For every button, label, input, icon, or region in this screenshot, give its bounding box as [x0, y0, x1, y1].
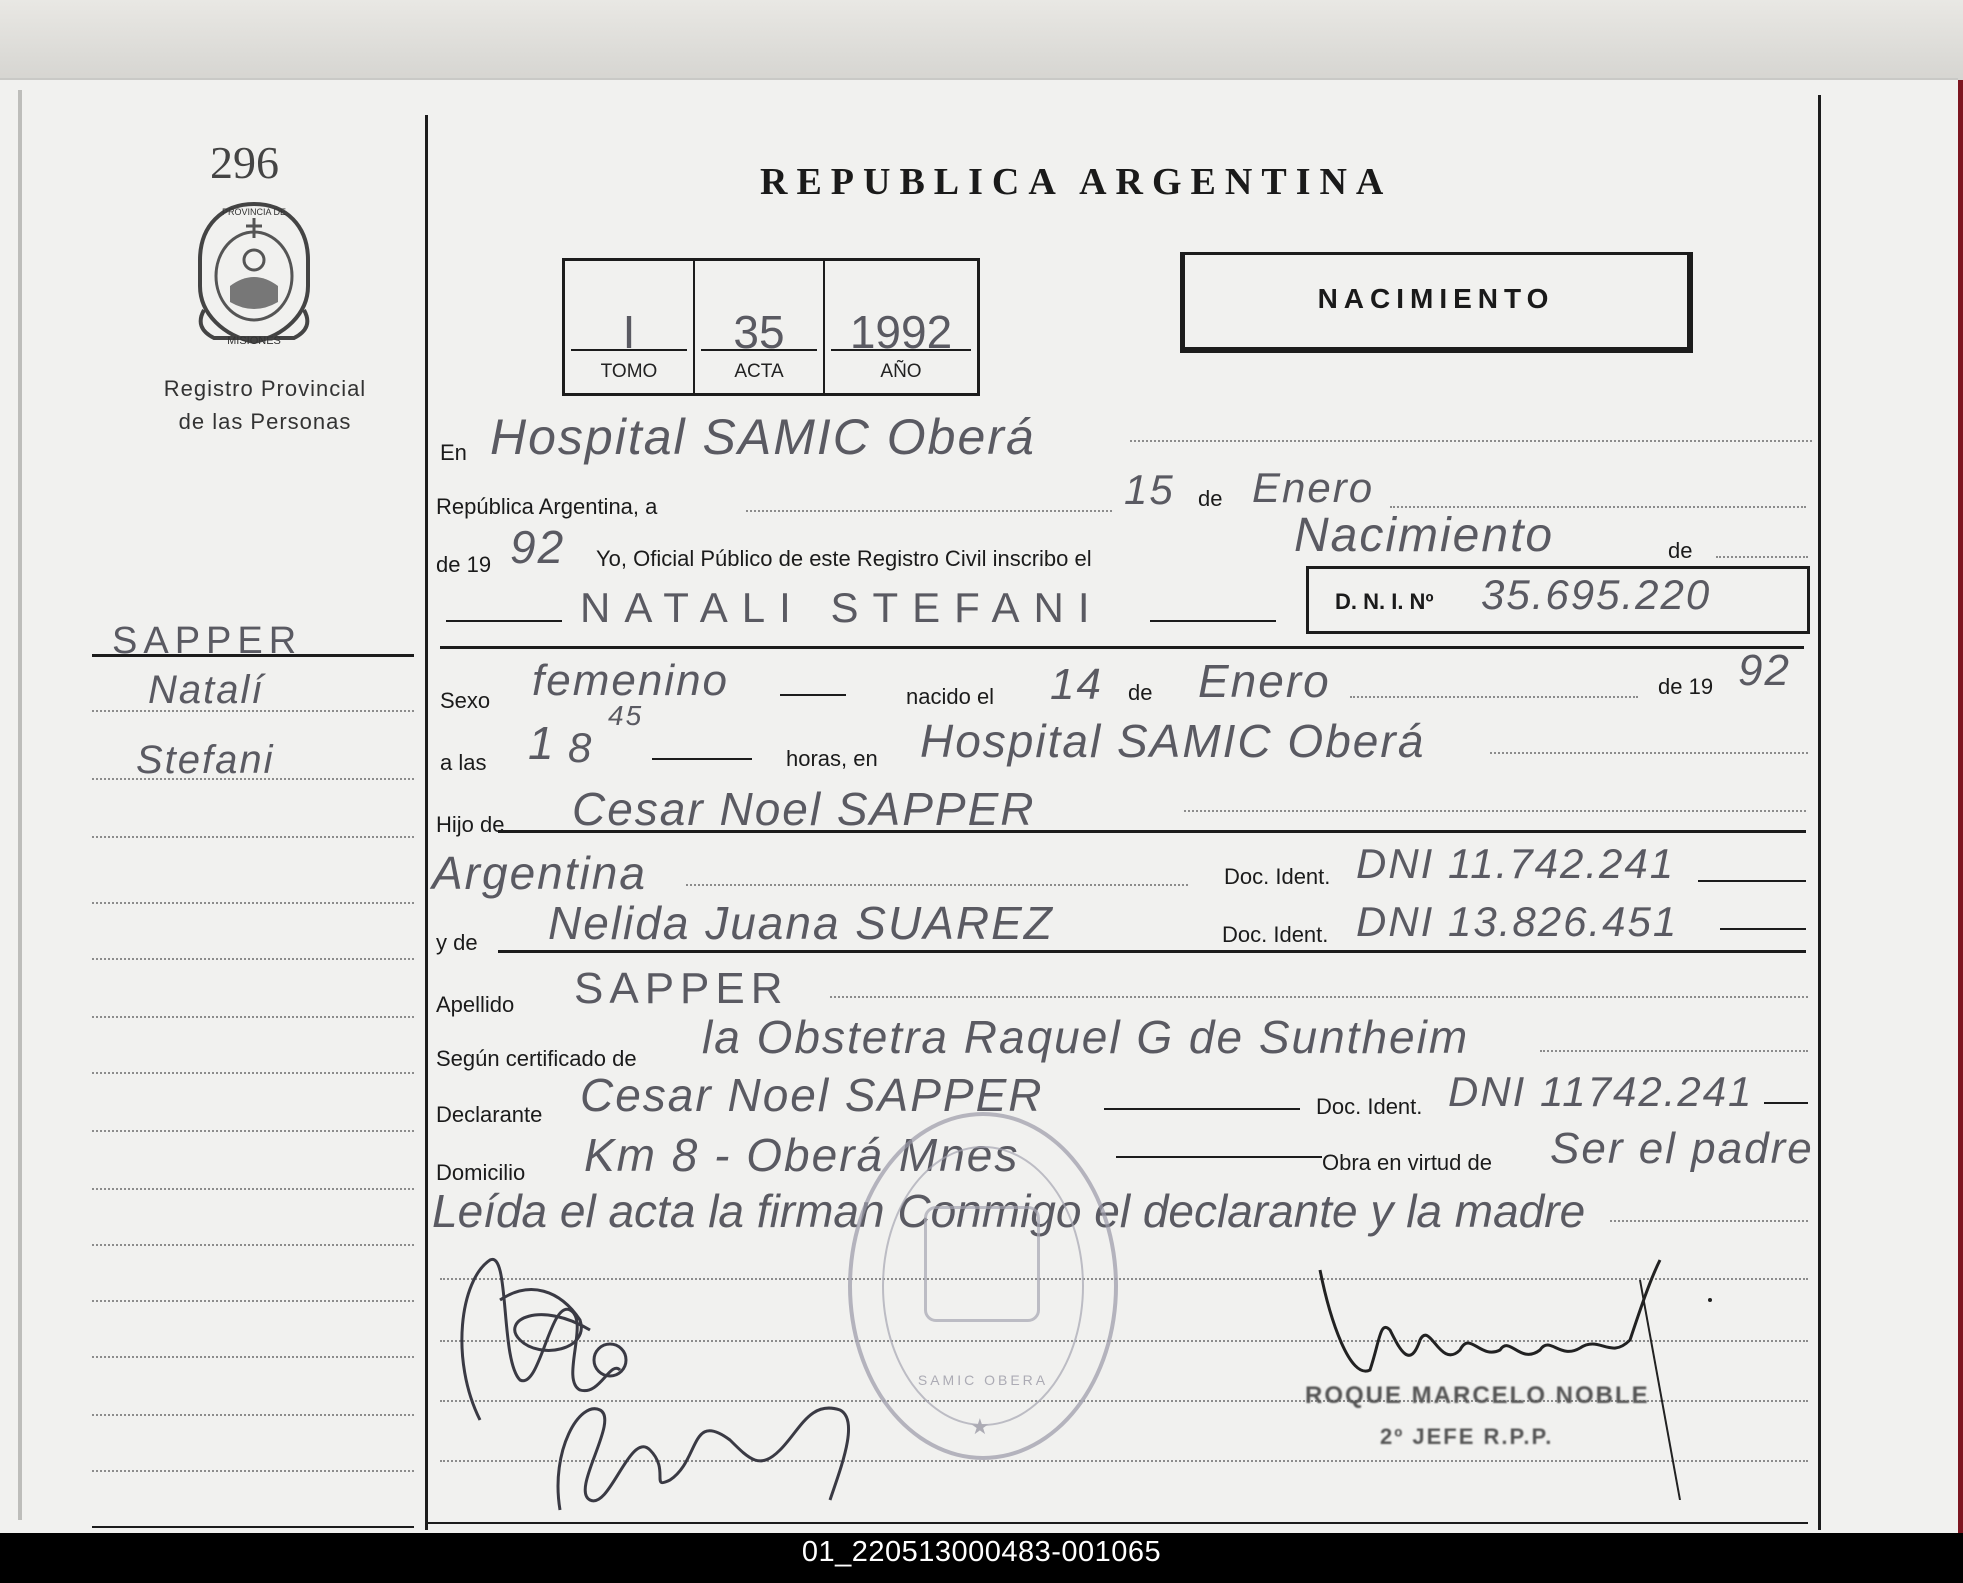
acta-value: 35 — [733, 306, 785, 358]
republica-line — [746, 510, 1112, 512]
de19-label-2: de 19 — [1658, 674, 1714, 699]
stamp-text: SAMIC OBERA — [917, 1372, 1049, 1388]
declarante-doc: DNI 11742.241 — [1448, 1068, 1754, 1115]
margin-name-1: Natalí — [148, 668, 265, 712]
margin-bottom-rule — [92, 1526, 414, 1528]
certificado-value: la Obstetra Raquel G de Suntheim — [702, 1011, 1470, 1063]
tomo-cell — [565, 261, 695, 393]
yde-label: y de — [436, 930, 478, 955]
official-name: ROQUE MARCELO NOBLE — [1305, 1382, 1650, 1409]
birth-minutes-sup: 45 — [608, 700, 644, 731]
closing-text: Leída el acta la firman Conmigo el declarante y la madre — [432, 1185, 1586, 1237]
birth-place-line — [1490, 752, 1808, 754]
image-caption: 01_220513000483-001065 — [801, 1536, 1162, 1568]
dni-value: 35.695.220 — [1481, 571, 1712, 618]
birth-year: 92 — [1738, 646, 1791, 695]
page-number: 296 — [210, 137, 279, 188]
section-rule-3 — [498, 950, 1806, 953]
mother-signature-icon — [540, 1370, 910, 1530]
margin-dotted-line — [92, 1188, 414, 1190]
father-doc-dash — [1698, 880, 1806, 882]
star-icon: ★ — [970, 1414, 990, 1439]
sexo-label: Sexo — [440, 688, 491, 713]
domicilio-value: Km 8 - Oberá Mnes — [584, 1129, 1020, 1181]
ano-value: 1992 — [849, 306, 953, 358]
name-dash-left — [446, 620, 562, 622]
margin-dotted-line — [92, 1356, 414, 1358]
father-doc: DNI 11.742.241 — [1356, 840, 1676, 887]
closing-line — [1610, 1220, 1808, 1222]
acta-underline — [701, 349, 817, 351]
obra-label: Obra en virtud de — [1322, 1150, 1492, 1175]
certificado-line — [1540, 1050, 1808, 1052]
republica-label: República Argentina, a — [436, 494, 658, 519]
en-line — [1130, 440, 1812, 442]
declarante-doc-label: Doc. Ident. — [1316, 1094, 1423, 1119]
birth-minutes: 8 — [568, 724, 594, 771]
yo-label: Yo, Oficial Público de este Registro Civil inscribo el — [596, 546, 1092, 571]
record-number-box — [562, 258, 980, 396]
hijo-label: Hijo de — [436, 812, 505, 837]
declarante-doc-dash — [1764, 1102, 1808, 1104]
act-line — [1716, 556, 1808, 558]
mother-name: Nelida Juana SUAREZ — [548, 897, 1054, 949]
dni-label: D. N. I. Nº — [1335, 589, 1434, 614]
document-type-box — [1180, 252, 1693, 353]
domicilio-dash — [1116, 1156, 1322, 1158]
declarante-label: Declarante — [436, 1102, 543, 1127]
en-label: En — [440, 440, 467, 465]
registration-day: 15 — [1124, 466, 1175, 513]
province-emblem-icon — [190, 198, 318, 348]
ano-label: AÑO — [880, 361, 922, 382]
father-doc-label: Doc. Ident. — [1224, 864, 1331, 889]
de-label-3: de — [1128, 680, 1153, 705]
father-line — [1184, 810, 1806, 812]
nationality-line — [686, 884, 1188, 886]
document-title: REPUBLICA ARGENTINA — [760, 161, 1393, 203]
nacido-label: nacido el — [906, 684, 995, 709]
margin-dotted-line — [92, 1130, 414, 1132]
birth-hour: 1 — [528, 717, 556, 769]
alas-label: a las — [440, 750, 487, 775]
mother-doc: DNI 13.826.451 — [1356, 898, 1679, 945]
birth-day: 14 — [1050, 660, 1103, 709]
ano-underline — [831, 349, 971, 351]
registry-line-1: Registro Provincial — [163, 376, 367, 401]
document-type: NACIMIENTO — [1317, 283, 1555, 314]
margin-surname: SAPPER — [112, 620, 303, 662]
sexo-dash — [780, 694, 846, 696]
mother-doc-label: Doc. Ident. — [1222, 922, 1329, 947]
act-value: Nacimiento — [1294, 509, 1555, 562]
ano-cell — [825, 261, 977, 393]
registration-month: Enero — [1252, 464, 1375, 511]
margin-dotted-line — [92, 902, 414, 904]
father-name: Cesar Noel SAPPER — [572, 783, 1036, 835]
emblem-text-top: PROVINCIA DE — [221, 207, 287, 217]
acta-label: ACTA — [734, 361, 784, 382]
hour-dash — [652, 758, 752, 760]
tomo-underline — [571, 349, 687, 351]
margin-dotted-line — [92, 836, 414, 838]
de-label: de — [1198, 486, 1223, 511]
section-rule-2 — [498, 830, 1806, 833]
margin-dotted-line — [92, 1072, 414, 1074]
birth-month-line — [1350, 696, 1638, 698]
margin-dotted-line — [92, 1244, 414, 1246]
margin-dotted-line — [92, 1300, 414, 1302]
registry-line-2: de las Personas — [178, 409, 352, 434]
acta-cell — [695, 261, 825, 393]
background-top — [0, 0, 1963, 80]
mother-doc-dash — [1720, 928, 1806, 930]
margin-dotted-line — [92, 1016, 414, 1018]
apellido-label: Apellido — [436, 992, 515, 1017]
de19-label: de 19 — [436, 552, 492, 577]
horas-label: horas, en — [786, 746, 878, 771]
child-name: NATALI STEFANI — [580, 584, 1104, 631]
apellido-value: SAPPER — [574, 964, 789, 1013]
segun-label: Según certificado de — [436, 1046, 637, 1071]
birth-month: Enero — [1198, 655, 1331, 707]
de-label-2: de — [1668, 538, 1693, 563]
margin-dotted-line — [92, 1470, 414, 1472]
declarante-dash — [1104, 1108, 1300, 1110]
obra-value: Ser el padre — [1550, 1124, 1814, 1173]
tomo-label: TOMO — [600, 361, 658, 382]
declarante-value: Cesar Noel SAPPER — [580, 1069, 1044, 1121]
domicilio-label: Domicilio — [436, 1160, 526, 1185]
emblem-text-bottom: MISIONES — [227, 335, 281, 347]
registry-name — [130, 372, 400, 438]
registration-year: 92 — [510, 521, 566, 573]
place-value: Hospital SAMIC Oberá — [490, 409, 1036, 465]
father-nationality: Argentina — [432, 847, 647, 899]
margin-dotted-line — [92, 1414, 414, 1416]
apellido-line — [830, 996, 1808, 998]
margin-dotted-line — [92, 958, 414, 960]
birth-place: Hospital SAMIC Oberá — [920, 715, 1426, 767]
name-dash-right — [1150, 620, 1276, 622]
sexo-value: femenino — [532, 656, 730, 705]
margin-name-2: Stefani — [136, 738, 275, 782]
left-column-border — [425, 115, 428, 1530]
section-rule-1 — [440, 646, 1804, 649]
tomo-value: I — [622, 306, 636, 358]
official-signature-icon — [1310, 1240, 1730, 1500]
stamp-seal-icon — [924, 1206, 1040, 1322]
right-page-border — [1818, 95, 1821, 1530]
official-title: 2º JEFE R.P.P. — [1380, 1424, 1554, 1449]
dni-box — [1306, 566, 1810, 634]
